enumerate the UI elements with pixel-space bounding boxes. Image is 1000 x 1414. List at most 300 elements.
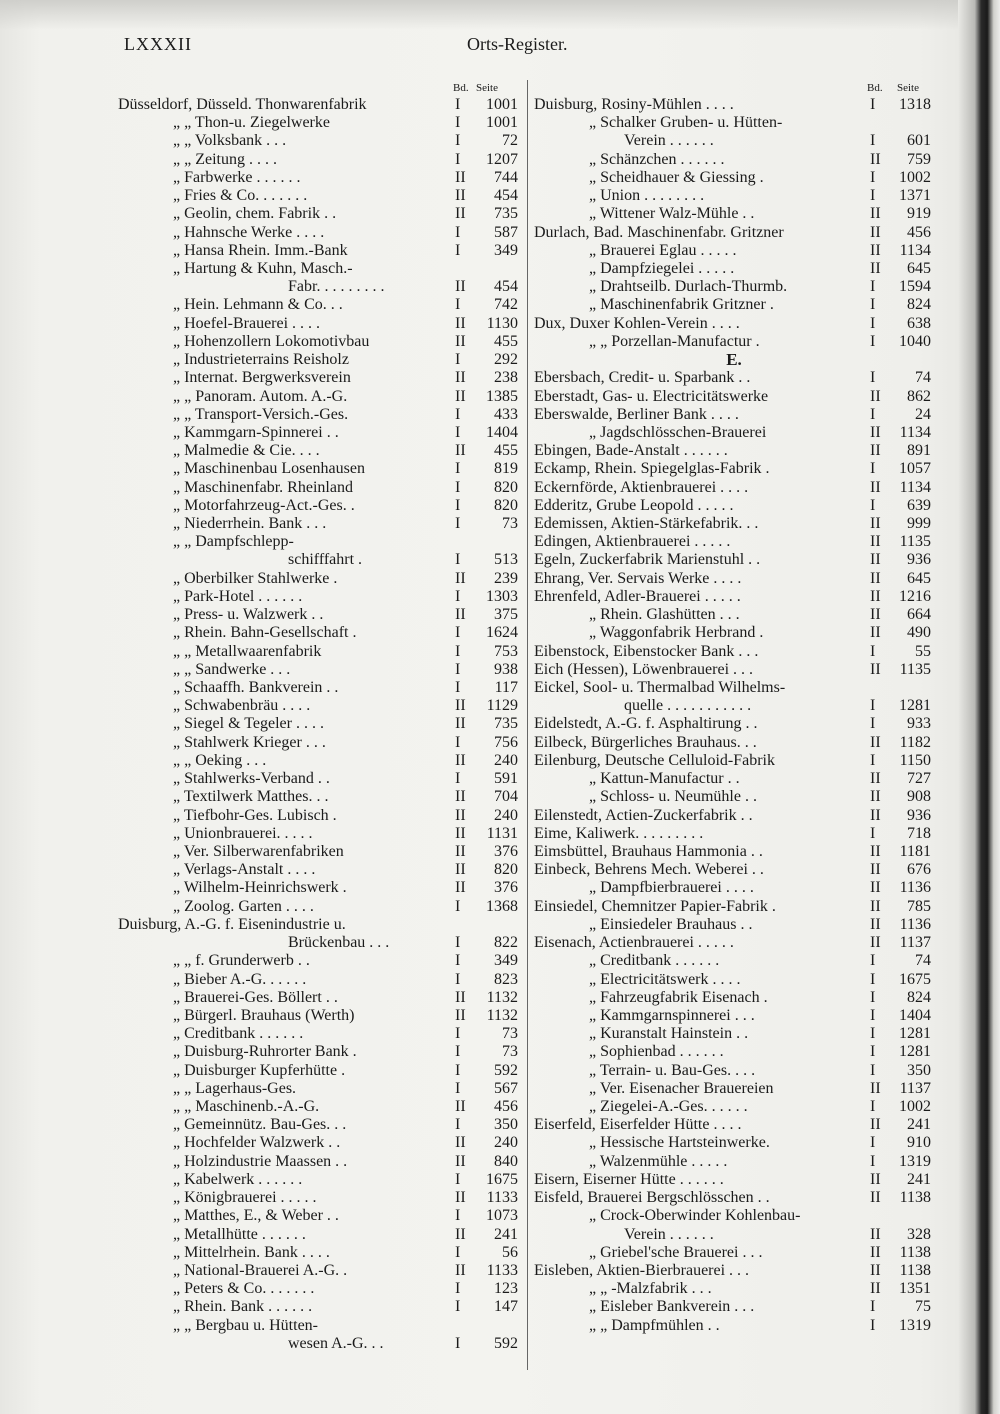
volume-number: I [455, 952, 461, 970]
right-entries [534, 96, 934, 1335]
entry-name: „ „ Bergbau u. Hütten- [173, 1316, 318, 1334]
seite-label: Seite [476, 82, 498, 94]
index-entry [534, 187, 934, 205]
entry-name: „ Dampfbierbrauerei . . . . [589, 879, 754, 897]
entry-name: „ „ -Malzfabrik . . . [589, 1280, 712, 1298]
index-entry [118, 624, 520, 642]
volume-number: II [870, 259, 881, 277]
page-reference: 513 [494, 551, 518, 569]
page-reference: 1138 [899, 1243, 931, 1261]
entry-name: Durlach, Bad. Maschinenfabr. Gritzner [534, 223, 784, 241]
volume-number: I [870, 952, 876, 970]
entry-name: „ Rhein. Glashütten . . . [589, 606, 740, 624]
page-reference: 1371 [899, 187, 931, 205]
volume-number: II [870, 660, 881, 678]
volume-number: II [455, 879, 466, 897]
volume-number: I [870, 751, 876, 769]
volume-number: II [455, 205, 466, 223]
entry-name: „ Metallhütte . . . . . . [173, 1225, 306, 1243]
page-reference: 1281 [899, 697, 931, 715]
entry-name: „ Oberbilker Stahlwerke . [173, 569, 338, 587]
index-entry [534, 752, 934, 770]
entry-name: „ Eisleber Bankverein . . . [589, 1298, 755, 1316]
volume-number: II [870, 1225, 881, 1243]
volume-number: I [870, 1152, 876, 1170]
page-reference: 455 [494, 442, 518, 460]
page-reference: 241 [907, 1170, 931, 1188]
volume-number: I [870, 369, 876, 387]
index-entry [534, 1062, 934, 1080]
volume-number: II [870, 241, 881, 259]
entry-name: Egeln, Zuckerfabrik Marienstuhl . . [534, 551, 761, 569]
volume-number: I [455, 1061, 461, 1079]
volume-number: I [870, 1134, 876, 1152]
index-entry [118, 1134, 520, 1152]
volume-number: II [870, 788, 881, 806]
volume-number: II [455, 1006, 466, 1024]
entry-name: „ Bürgerl. Brauhaus (Werth) [173, 1006, 355, 1024]
volume-number: II [870, 515, 881, 533]
volume-number: I [870, 405, 876, 423]
index-entry [118, 1062, 520, 1080]
page-title: Orts-Register. [467, 34, 568, 54]
index-entry [118, 388, 520, 406]
page-reference: 1675 [486, 1170, 518, 1188]
index-entry [118, 734, 520, 752]
entry-name: „ Creditbank . . . . . . [173, 1025, 304, 1043]
index-entry [118, 697, 520, 715]
page-reference: 1404 [486, 423, 518, 441]
volume-number: I [870, 697, 876, 715]
volume-number: I [870, 460, 876, 478]
index-entry [534, 169, 934, 187]
volume-number: I [870, 1043, 876, 1061]
page-reference: 1303 [486, 587, 518, 605]
entry-name: „ Malmedie & Cie. . . . [173, 442, 320, 460]
entry-name: „ Ver. Eisenacher Brauereien [589, 1079, 774, 1097]
page-reference: 1136 [899, 879, 931, 897]
volume-number: II [455, 369, 466, 387]
page-reference: 239 [494, 569, 518, 587]
page-reference: 1136 [899, 915, 931, 933]
entry-name: „ Schloss- u. Neumühle . . [589, 788, 757, 806]
page-reference: 742 [494, 296, 518, 314]
page-reference: 1216 [899, 587, 931, 605]
entry-name: „ Textilwerk Matthes. . . [173, 788, 329, 806]
page-reference: 824 [907, 988, 931, 1006]
page-reference: 240 [494, 806, 518, 824]
entry-name: Eilbeck, Bürgerliches Brauhaus. . . [534, 733, 757, 751]
volume-number: I [455, 1334, 461, 1352]
volume-number: II [455, 1134, 466, 1152]
entry-name: quelle . . . . . . . . . . . [624, 697, 752, 715]
entry-name: „ „ Transport-Versich.-Ges. [173, 405, 349, 423]
page-reference: 820 [494, 496, 518, 514]
page-reference: 638 [907, 314, 931, 332]
page-reference: 1133 [486, 1262, 518, 1279]
volume-number: II [870, 806, 881, 824]
volume-number: I [455, 1025, 461, 1043]
volume-number: II [870, 879, 881, 897]
entry-name: „ Scheidhauer & Giessing . [589, 168, 764, 186]
page-reference: 72 [502, 132, 518, 150]
entry-name: „ Verlags-Anstalt . . . . [173, 861, 316, 879]
index-entry [534, 989, 934, 1007]
page-reference: 1131 [486, 824, 518, 842]
entry-name: Brückenbau . . . [288, 934, 390, 952]
entry-name: „ Electricitätswerk . . . . [589, 970, 741, 988]
page-reference: 349 [494, 241, 518, 259]
entry-name: E. [726, 351, 742, 370]
index-entry [118, 205, 520, 223]
entry-name: „ Rhein. Bank . . . . . . [173, 1298, 313, 1316]
index-entry [534, 333, 934, 351]
index-entry [118, 1043, 520, 1061]
entry-name: „ Industrieterrains Reisholz [173, 351, 349, 369]
volume-number: II [455, 187, 466, 205]
volume-number: II [455, 1152, 466, 1170]
index-entry [534, 515, 934, 533]
entry-name: „ Kabelwerk . . . . . . [173, 1170, 303, 1188]
index-entry [118, 533, 520, 551]
entry-name: „ „ Lagerhaus-Ges. [173, 1079, 297, 1097]
entry-name: „ Hochfelder Walzwerk . . [173, 1134, 341, 1152]
volume-number: II [455, 1262, 466, 1279]
entry-name: „ Duisburger Kupferhütte . [173, 1061, 346, 1079]
volume-number: II [455, 1225, 466, 1243]
volume-number: I [870, 1006, 876, 1024]
index-entry [534, 114, 934, 132]
volume-number: I [870, 168, 876, 186]
index-entry [118, 825, 520, 843]
page-reference: 1281 [899, 1025, 931, 1043]
entry-name: Eiserfeld, Eiserfelder Hütte . . . . [534, 1116, 742, 1134]
page-reference: 1132 [486, 988, 518, 1006]
index-entry [118, 96, 520, 114]
index-entry [118, 169, 520, 187]
page-reference: 456 [907, 223, 931, 241]
page-reference: 1134 [899, 478, 931, 496]
volume-number: I [455, 679, 461, 696]
volume-number: II [870, 478, 881, 496]
index-entry [534, 296, 934, 314]
entry-name: „ Hessische Hartsteinwerke. [589, 1134, 770, 1152]
volume-number: I [870, 1098, 876, 1116]
index-entry [534, 606, 934, 624]
entry-name: Eibenstock, Eibenstocker Bank . . . [534, 642, 759, 660]
index-entry [118, 1226, 520, 1244]
index-entry [118, 1025, 520, 1043]
index-entry [534, 971, 934, 989]
entry-name: „ „ Dampfschlepp- [173, 533, 294, 551]
volume-number: I [870, 278, 876, 296]
volume-number: II [870, 897, 881, 915]
page-reference: 1624 [486, 624, 518, 642]
column-divider [527, 80, 528, 1370]
index-entry [118, 1244, 520, 1262]
entry-name: Edderitz, Grube Leopold . . . . . [534, 496, 734, 514]
volume-number: II [870, 1280, 881, 1298]
index-entry [534, 278, 934, 296]
volume-number: I [455, 642, 461, 660]
index-entry [534, 242, 934, 260]
volume-number: I [870, 314, 876, 332]
volume-number: I [870, 96, 876, 113]
volume-number: II [455, 442, 466, 460]
page-reference: 735 [494, 205, 518, 223]
page-reference: 24 [915, 405, 931, 423]
volume-number: I [455, 770, 461, 788]
page-reference: 1594 [899, 278, 931, 296]
index-entry [534, 807, 934, 825]
entry-name: „ Peters & Co. . . . . . . [173, 1280, 315, 1298]
page-reference: 1351 [899, 1280, 931, 1298]
volume-number: II [870, 1189, 881, 1207]
volume-number: I [870, 642, 876, 660]
entry-name: Verein . . . . . . [624, 1225, 714, 1243]
index-entry [118, 424, 520, 442]
entry-name: Eich (Hessen), Löwenbrauerei . . . [534, 660, 754, 678]
page-reference: 350 [494, 1116, 518, 1134]
page-reference: 1150 [899, 751, 931, 769]
index-entry [118, 315, 520, 333]
page-reference: 1385 [486, 387, 518, 405]
page-reference: 1181 [899, 842, 931, 860]
entry-name: Dux, Duxer Kohlen-Verein . . . . [534, 314, 740, 332]
left-entries [118, 96, 520, 1353]
entry-name: „ „ Porzellan-Manufactur . [589, 332, 760, 350]
page-reference: 376 [494, 879, 518, 897]
index-entry [534, 1098, 934, 1116]
entry-name: „ Griebel'sche Brauerei . . . [589, 1243, 763, 1261]
entry-name: Ebersbach, Credit- u. Sparbank . . [534, 369, 751, 387]
entry-name: „ Stahlwerk Krieger . . . [173, 733, 326, 751]
entry-name: Eilenburg, Deutsche Celluloid-Fabrik [534, 751, 775, 769]
entry-name: „ Waggonfabrik Herbrand . [589, 624, 764, 642]
entry-name: „ Brauerei Eglau . . . . . [589, 241, 737, 259]
page-reference: 456 [494, 1098, 518, 1116]
volume-number: I [455, 897, 461, 915]
page-reference: 587 [494, 223, 518, 241]
book-spine-shadow [958, 0, 1000, 1414]
index-entry [534, 388, 934, 406]
entry-name: „ „ Dampfmühlen . . [589, 1316, 720, 1334]
entry-name: „ „ Zeitung . . . . [173, 150, 277, 168]
index-entry [118, 151, 520, 169]
page-reference: 454 [494, 278, 518, 296]
page-reference: 1134 [899, 241, 931, 259]
volume-number: I [455, 551, 461, 569]
volume-number: II [870, 442, 881, 460]
volume-number: II [870, 551, 881, 569]
index-entry [118, 934, 520, 952]
entry-name: „ Walzenmühle . . . . . [589, 1152, 728, 1170]
volume-number: I [455, 1280, 461, 1298]
index-entry [118, 242, 520, 260]
page-reference: 147 [494, 1298, 518, 1316]
entry-name: Eickel, Sool- u. Thermalbad Wilhelms- [534, 679, 786, 696]
page-reference: 1001 [486, 96, 518, 113]
index-entry [118, 1317, 520, 1335]
index-entry [118, 479, 520, 497]
index-entry [118, 1207, 520, 1225]
volume-number: I [455, 934, 461, 952]
entry-name: „ Geolin, chem. Fabrik . . [173, 205, 337, 223]
index-entry [118, 406, 520, 424]
page-reference: 1002 [899, 168, 931, 186]
page-reference: 1040 [899, 332, 931, 350]
volume-number: I [870, 296, 876, 314]
page-reference: 592 [494, 1061, 518, 1079]
page-reference: 936 [907, 806, 931, 824]
entry-name: „ Niederrhein. Bank . . . [173, 515, 327, 533]
entry-name: Eilenstedt, Actien-Zuckerfabrik . . [534, 806, 753, 824]
page-reference: 73 [502, 515, 518, 533]
index-entry [118, 843, 520, 861]
entry-name: „ Hartung & Kuhn, Masch.- [173, 259, 353, 277]
entry-name: „ Maschinenfabrik Gritzner . [589, 296, 774, 314]
seite-label: Seite [897, 82, 919, 94]
index-entry [534, 879, 934, 897]
page-reference: 862 [907, 387, 931, 405]
volume-number: II [870, 861, 881, 879]
volume-number: II [870, 1243, 881, 1261]
page-reference: 1404 [899, 1006, 931, 1024]
volume-number: II [870, 387, 881, 405]
index-entry [534, 570, 934, 588]
index-entry [118, 278, 520, 296]
entry-name: Eisfeld, Brauerei Bergschlösschen . . [534, 1189, 770, 1207]
index-entry [118, 989, 520, 1007]
page-reference: 936 [907, 551, 931, 569]
entry-name: Einsiedel, Chemnitzer Papier-Fabrik . [534, 897, 776, 915]
index-entry [118, 879, 520, 897]
volume-number: I [455, 1298, 461, 1316]
entry-name: „ Bieber A.-G. . . . . . [173, 970, 307, 988]
page-reference: 759 [907, 150, 931, 168]
volume-number: I [870, 1298, 876, 1316]
entry-name: „ „ Sandwerke . . . [173, 660, 291, 678]
entry-name: „ Schalker Gruben- u. Hütten- [589, 114, 783, 132]
entry-name: „ Duisburg-Ruhrorter Bank . [173, 1043, 357, 1061]
entry-name: „ Union . . . . . . . . [589, 187, 705, 205]
index-entry [534, 1226, 934, 1244]
index-entry [118, 460, 520, 478]
entry-name: Ebingen, Bade-Anstalt . . . . . . [534, 442, 728, 460]
index-entry [118, 1280, 520, 1298]
index-entry [534, 96, 934, 114]
page-reference: 1281 [899, 1043, 931, 1061]
entry-name: „ Ziegelei-A.-Ges. . . . . . [589, 1098, 748, 1116]
volume-number: I [870, 332, 876, 350]
volume-number: I [455, 515, 461, 533]
index-entry [118, 1116, 520, 1134]
page-reference: 1133 [486, 1189, 518, 1207]
page-reference: 55 [915, 642, 931, 660]
index-entry [534, 551, 934, 569]
index-entry [534, 533, 934, 551]
index-entry [118, 661, 520, 679]
volume-number: II [455, 314, 466, 332]
volume-number: II [455, 824, 466, 842]
page-reference: 824 [907, 296, 931, 314]
page-reference: 1001 [486, 114, 518, 132]
page-reference: 938 [494, 660, 518, 678]
index-entry [534, 224, 934, 242]
page-top-shadow [0, 0, 1000, 30]
entry-name: Eisleben, Aktien-Bierbrauerei . . . [534, 1262, 750, 1279]
page-reference: 1134 [899, 423, 931, 441]
entry-name: „ Jagdschlösschen-Brauerei [589, 423, 767, 441]
index-entry [534, 715, 934, 733]
page-reference: 1130 [486, 314, 518, 332]
volume-number: I [455, 1116, 461, 1134]
entry-name: „ National-Brauerei A.-G. . [173, 1262, 348, 1279]
page-reference: 704 [494, 788, 518, 806]
volume-number: II [455, 861, 466, 879]
page-reference: 639 [907, 496, 931, 514]
page-reference: 328 [907, 1225, 931, 1243]
page-reference: 292 [494, 351, 518, 369]
index-entry [534, 624, 934, 642]
page-reference: 908 [907, 788, 931, 806]
page-reference: 1675 [899, 970, 931, 988]
index-entry [534, 788, 934, 806]
page-reference: 350 [907, 1061, 931, 1079]
volume-number: II [455, 278, 466, 296]
entry-name: „ „ f. Grunderwerb . . [173, 952, 310, 970]
entry-name: Eberstadt, Gas- u. Electricitätswerke [534, 387, 769, 405]
index-entry [118, 497, 520, 515]
page-reference: 241 [494, 1225, 518, 1243]
entry-name: „ Einsiedeler Brauhaus . . [589, 915, 753, 933]
index-entry [534, 679, 934, 697]
index-entry [534, 861, 934, 879]
index-entry [534, 1025, 934, 1043]
page-reference: 74 [915, 369, 931, 387]
entry-name: „ Schwabenbräu . . . . [173, 697, 311, 715]
page-reference: 73 [502, 1043, 518, 1061]
volume-number: I [870, 824, 876, 842]
page-reference: 240 [494, 751, 518, 769]
index-entry [534, 369, 934, 387]
page-reference: 73 [502, 1025, 518, 1043]
index-entry [534, 1080, 934, 1098]
volume-number: II [455, 332, 466, 350]
entry-name: „ Internat. Bergwerksverein [173, 369, 351, 387]
entry-name: „ Dampfziegelei . . . . . [589, 259, 735, 277]
volume-number: I [870, 1061, 876, 1079]
entry-name: „ Hohenzollern Lokomotivbau [173, 332, 370, 350]
index-entry [118, 369, 520, 387]
entry-name: „ Press- u. Walzwerk . . [173, 606, 324, 624]
page-reference: 753 [494, 642, 518, 660]
entry-name: „ „ Oeking . . . [173, 751, 267, 769]
entry-name: „ Tiefbohr-Ges. Lubisch . [173, 806, 337, 824]
page-reference: 999 [907, 515, 931, 533]
index-entry [118, 788, 520, 806]
entry-name: „ Motorfahrzeug-Act.-Ges. . [173, 496, 355, 514]
volume-number: I [455, 660, 461, 678]
index-entry [118, 971, 520, 989]
index-entry [534, 1007, 934, 1025]
entry-name: Eckamp, Rhein. Spiegelglas-Fabrik . [534, 460, 770, 478]
volume-number: II [455, 697, 466, 715]
entry-name: „ Rhein. Bahn-Gesellschaft . [173, 624, 357, 642]
entry-name: Eckernförde, Aktienbrauerei . . . . [534, 478, 749, 496]
page-reference: 1137 [899, 934, 931, 952]
volume-number: I [455, 1079, 461, 1097]
